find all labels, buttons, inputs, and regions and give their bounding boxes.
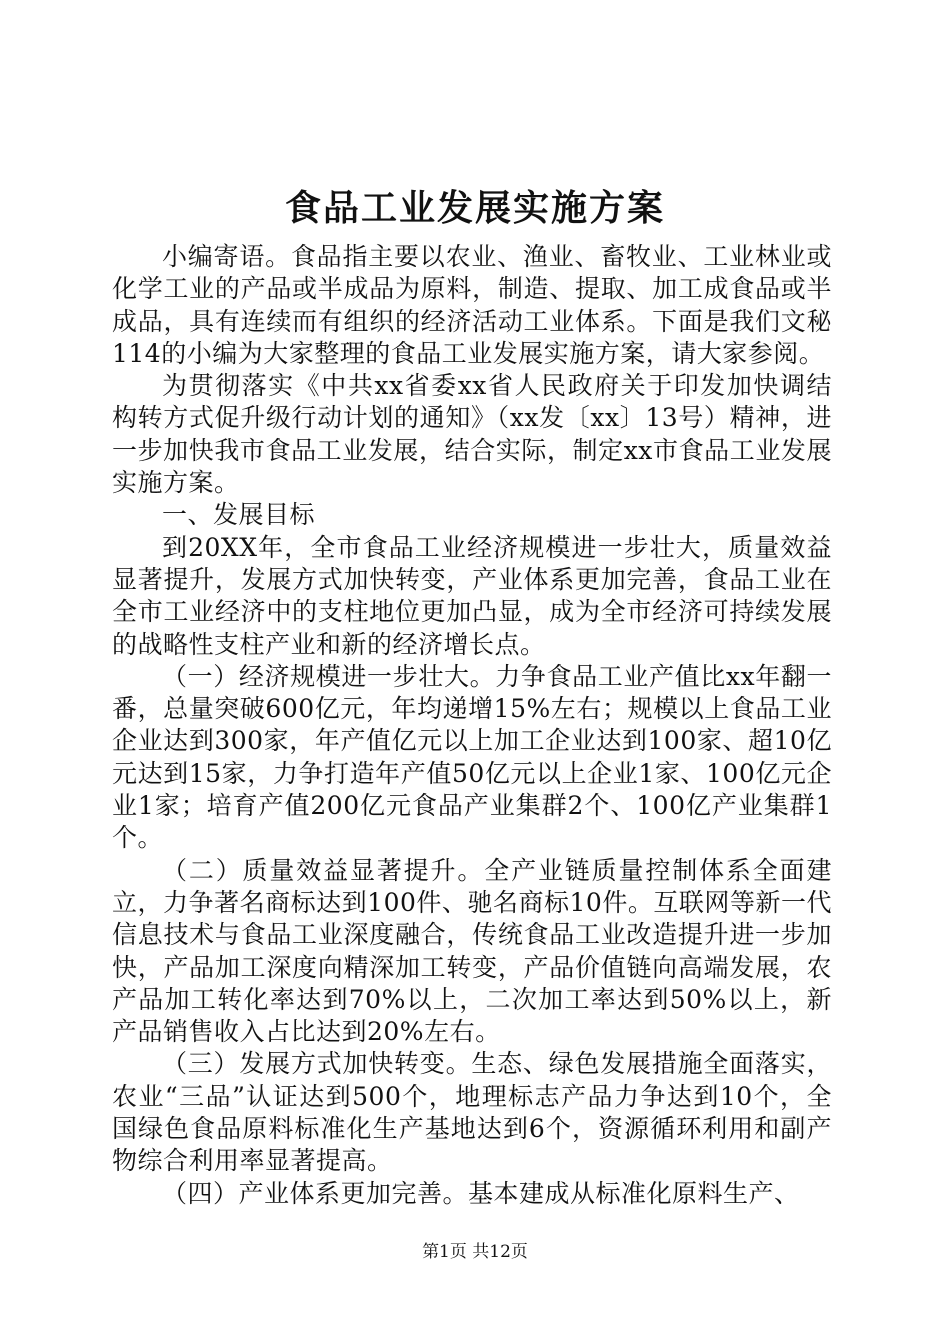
page-footer: 第1页 共12页 [422, 1242, 528, 1262]
paragraph-intro: 小编寄语。食品指主要以农业、渔业、畜牧业、工业林业或化学工业的产品或半成品为原料，制造、提取、加工成食品或半成品，具有连续而有组织的经济活动工业体系。下面是我们文秘114的小编为大家整理的食品工业发展实施方案，请大家参阅。 [112, 242, 832, 368]
paragraph-goal-industry-system: （四）产业体系更加完善。基本建成从标准化原料生产、 [162, 1178, 800, 1208]
paragraph-goal-quality: （二）质量效益显著提升。全产业链质量控制体系全面建立，力争著名商标达到100件、驰名商标10件。互联网等新一代信息技术与食品工业深度融合，传统食品工业改造提升进一步加快，产品加工深度向精深加工转变，产品价值链向高端发展，农产品加工转化率达到70%以上，二次加工率达到50%以上，新产品销售收入占比达到20%左右。 [112, 855, 832, 1047]
paragraph-goals-overview: 到20XX年，全市食品工业经济规模进一步壮大，质量效益显著提升，发展方式加快转变，产业体系更加完善，食品工业在全市工业经济中的支柱地位更加凸显，成为全市经济可持续发展的战略性支柱产业和新的经济增长点。 [112, 532, 832, 659]
paragraph-goal-development-mode: （三）发展方式加快转变。生态、绿色发展措施全面落实，农业“三品”认证达到500个，地理标志产品力争达到10个，全国绿色食品原料标准化生产基地达到6个，资源循环利用和副产物综合利用率显著提高。 [112, 1049, 832, 1176]
section-heading-goals: 一、发展目标 [162, 500, 316, 530]
document-title: 食品工业发展实施方案 [284, 187, 665, 229]
paragraph-goal-scale: （一）经济规模进一步壮大。力争食品工业产值比xx年翻一番，总量突破600亿元，年均递增15%左右；规模以上食品工业企业达到300家，年产值亿元以上加工企业达到100家、超10亿元达到15家，力争打造年产值50亿元以上企业1家、100亿元企业1家；培育产值200亿元食品产业集群2个、100亿产业集群1个。 [112, 661, 832, 853]
paragraph-purpose: 为贯彻落实《中共xx省委xx省人民政府关于印发加快调结构转方式促升级行动计划的通知》（xx发〔xx〕13号）精神，进一步加快我市食品工业发展，结合实际，制定xx市食品工业发展实施方案。 [112, 371, 832, 498]
document-body [112, 241, 832, 1210]
